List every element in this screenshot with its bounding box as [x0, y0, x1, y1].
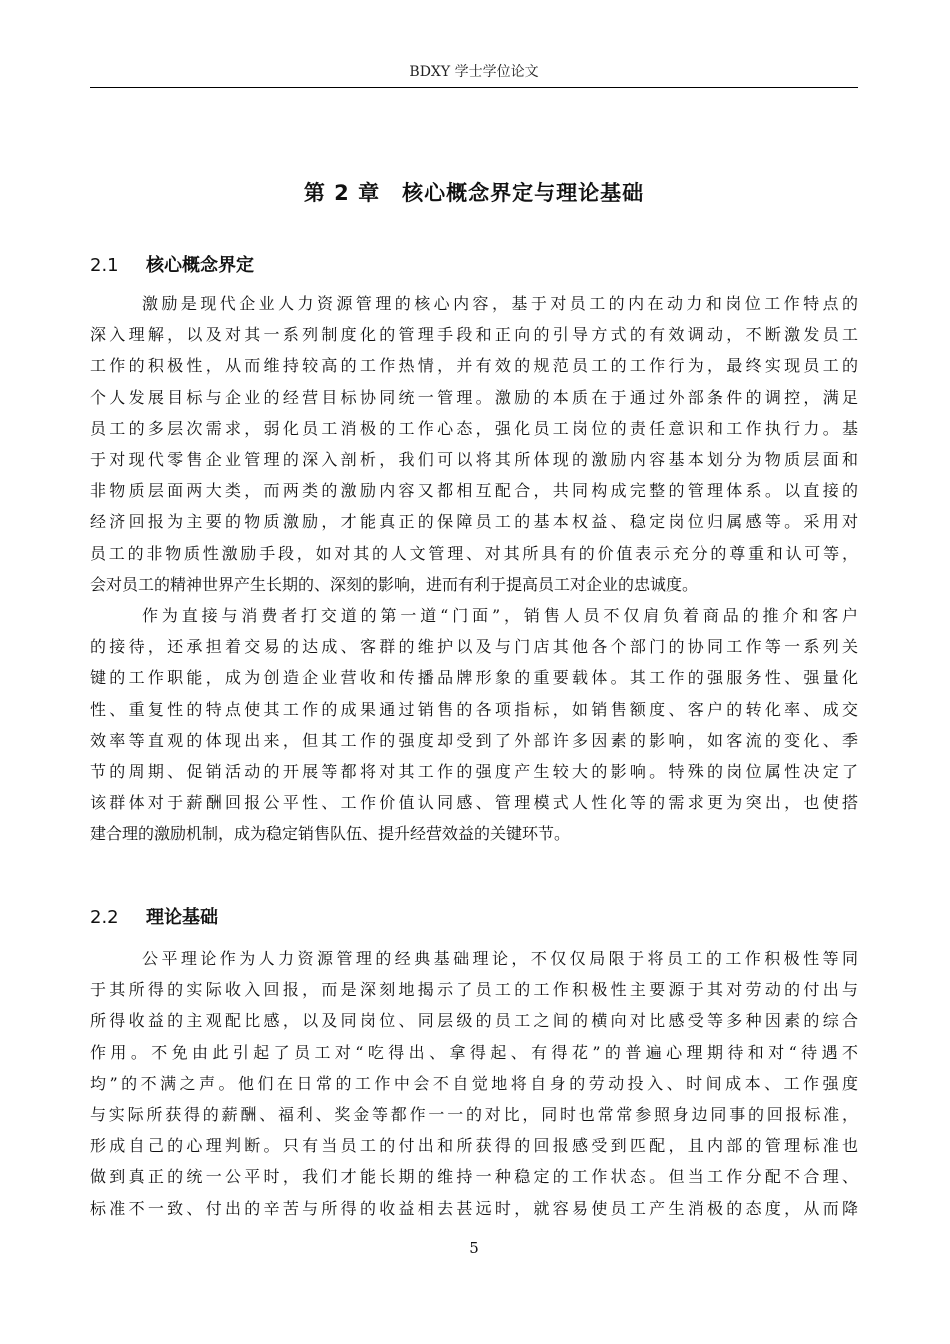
text-line: 建合理的激励机制，成为稳定销售队伍、提升经营效益的关键环节。	[90, 824, 571, 844]
paragraph-incentive-definition	[90, 288, 858, 600]
header-rule	[90, 87, 858, 88]
text-line: 做到真正的统一公平时，我们才能长期的维持一种稳定的工作状态。但当工作分配不合理、	[90, 1167, 858, 1187]
text-line: 经济回报为主要的物质激励，才能真正的保障员工的基本权益、稳定岗位归属感等。采用对	[90, 512, 858, 532]
text-line: 均”的不满之声。他们在日常的工作中会不自觉地将自身的劳动投入、时间成本、工作强度	[90, 1073, 858, 1093]
section-number: 2.1	[90, 255, 119, 276]
text-line: 形成自己的心理判断。只有当员工的付出和所获得的回报感受到匹配，且内部的管理标准也	[90, 1136, 858, 1156]
section-heading-2-1	[90, 251, 254, 281]
text-line: 深入理解，以及对其一系列制度化的管理手段和正向的引导方式的有效调动，不断激发员工	[90, 325, 858, 345]
paragraph-equity-theory	[90, 943, 858, 1224]
text-line: 作为直接与消费者打交道的第一道“门面”，销售人员不仅肩负着商品的推介和客户	[142, 606, 858, 625]
text-line: 键的工作职能，成为创造企业营收和传播品牌形象的重要载体。其工作的强服务性、强量化	[90, 668, 858, 688]
chapter-title: 第 2 章 核心概念界定与理论基础	[303, 181, 645, 205]
text-line: 员工的多层次需求，弱化员工消极的工作心态，强化员工岗位的责任意识和工作执行力。基	[90, 418, 858, 438]
section-heading-2-2	[90, 903, 218, 933]
section-title: 理论基础	[146, 907, 218, 928]
text-line: 性、重复性的特点使其工作的成果通过销售的各项指标，如销售额度、客户的转化率、成交	[90, 699, 858, 719]
text-line: 激励是现代企业人力资源管理的核心内容，基于对员工的内在动力和岗位工作特点的	[142, 294, 858, 313]
text-line: 于对现代零售企业管理的深入剖析，我们可以将其所体现的激励内容基本划分为物质层面和	[90, 449, 858, 469]
text-line: 员工的非物质性激励手段，如对其的人文管理、对其所具有的价值表示充分的尊重和认可等，	[90, 543, 858, 563]
text-line: 效率等直观的体现出来，但其工作的强度却受到了外部许多因素的影响，如客流的变化、季	[90, 730, 858, 750]
text-line: 于其所得的实际收入回报，而是深刻地揭示了员工的工作积极性主要源于其对劳动的付出与	[90, 980, 858, 1000]
page-number: 5	[469, 1239, 479, 1257]
section-title: 核心概念界定	[146, 255, 254, 276]
text-line: 作用。不免由此引起了员工对“吃得出、拿得起、有得花”的普遍心理期待和对“待遇不	[90, 1042, 858, 1062]
text-line: 所得收益的主观配比感，以及同岗位、同层级的员工之间的横向对比感受等多种因素的综合	[90, 1011, 858, 1031]
text-line: 该群体对于薪酬回报公平性、工作价值认同感、管理模式人性化等的需求更为突出，也使搭	[90, 793, 858, 813]
text-line: 标准不一致、付出的辛苦与所得的收益相去甚远时，就容易使员工产生消极的态度，从而降	[90, 1198, 858, 1218]
text-line: 工作的积极性，从而维持较高的工作热情，并有效的规范员工的工作行为，最终实现员工的	[90, 356, 858, 376]
running-header: BDXY 学士学位论文	[409, 64, 539, 80]
text-line: 个人发展目标与企业的经营目标协同统一管理。激励的本质在于通过外部条件的调控，满足	[90, 387, 858, 407]
text-line: 非物质层面两大类，而两类的激励内容又都相互配合，共同构成完整的管理体系。以直接的	[90, 481, 858, 501]
text-line: 与实际所获得的薪酬、福利、奖金等都作一一的对比，同时也常常参照身边同事的回报标准，	[90, 1104, 858, 1124]
text-line: 节的周期、促销活动的开展等都将对其工作的强度产生较大的影响。特殊的岗位属性决定了	[90, 761, 858, 781]
text-line: 的接待，还承担着交易的达成、客群的维护以及与门店其他各个部门的协同工作等一系列关	[90, 637, 858, 657]
paragraph-sales-staff	[90, 600, 858, 850]
section-number: 2.2	[90, 907, 119, 928]
text-line: 公平理论作为人力资源管理的经典基础理论，不仅仅局限于将员工的工作积极性等同	[142, 949, 858, 968]
text-line: 会对员工的精神世界产生长期的、深刻的影响，进而有利于提高员工对企业的忠诚度。	[90, 574, 699, 594]
